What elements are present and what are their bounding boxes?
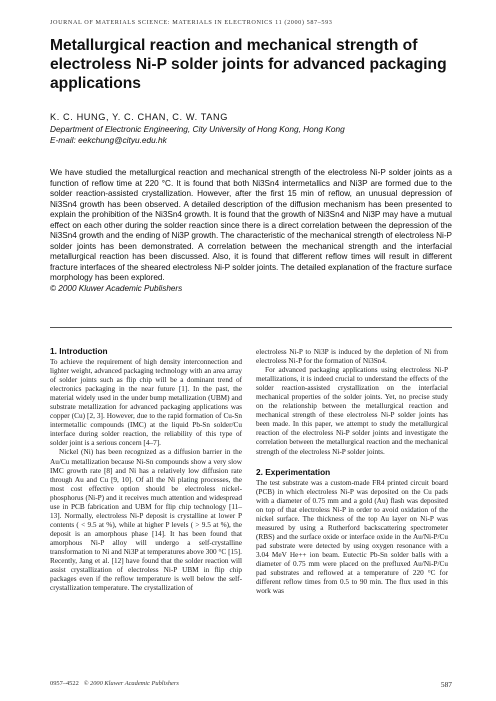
running-head: JOURNAL OF MATERIALS SCIENCE: MATERIALS IN ELECTRONICS 11 (2000) 587–593 xyxy=(50,19,333,26)
intro-paragraph-continued: electroless Ni-P to Ni3P is induced by the depletion of Ni from electroless Ni-P for the formation of Ni3Sn4. xyxy=(256,348,448,366)
section-heading-introduction: 1. Introduction xyxy=(50,346,108,356)
section-heading-experimentation: 2. Experimentation xyxy=(256,466,331,477)
page-number: 587 xyxy=(440,680,452,689)
abstract-text: We have studied the metallurgical reaction and mechanical strength of the electroless Ni-P solder joints as a function of reflow time at 220 °C. It is found that both Ni3Sn4 intermetallics and Ni3P are formed due to the solder reaction-assisted crystallization. However, after the first 15 min of reflow, an unusual depression of Ni3Sn4 growth has been observed. A detailed description of the diffusion mechanism has been presented to explain the prohibition of the Ni3Sn4 growth. It is found that the growth of Ni3Sn4 and Ni3P may have a mutual effect on each other during the solder reaction since there is a direct correlation between the depression of the Ni3Sn4 growth and the ending of Ni3P growth. The characteristic of the mechanical strength of electroless Ni-P solder joints has been demonstrated. A correlation between the mechanical strength and the interfacial metallurgical reaction has been discussed. Also, it is found that different reflow times will result in different fracture interfaces of the sheared electroless Ni-P solder joints. The detailed explanation of the fracture surface morphology has been explored. xyxy=(50,168,453,283)
intro-paragraph-1: To achieve the requirement of high density interconnection and lighter weight, advanced packaging technology with an area array of solder joints such as flip chip will be a dominant trend of electronics packaging in the near future [1]. In the past, the material widely used in the under bump metallization (UBM) and substrate metallization for advanced packaging applications was copper (Cu) [2, 3]. However, due to the rapid formation of Cu-Sn intermetallic compounds (IMC) at the liquid Pb-Sn solder/Cu interface during solder reaction, the reliability of this type of solder joint is a serious concern [4–7]. xyxy=(50,358,242,448)
footer-copyright: © 2000 Kluwer Academic Publishers xyxy=(83,680,179,687)
abstract xyxy=(50,168,452,295)
footer-issn xyxy=(50,680,179,687)
paper-page xyxy=(50,0,452,701)
article-title: Metallurgical reaction and mechanical strength of electroless Ni-P solder joints for advanced packaging applications xyxy=(50,37,447,92)
issn: 0957–4522 xyxy=(50,680,79,687)
left-column xyxy=(50,346,242,593)
intro-paragraph-3: For advanced packaging applications using electroless Ni-P metallizations, it is indeed crucial to understand the effects of the solder reaction-assisted crystallization on the interfacial mechanical properties of the solder joints. Yet, no precise study on the relationship between the metallurgical reaction and mechanical strength of these electroless Ni-P solder joints has been made. In this paper, we attempt to study the metallurgical reaction of the electroless Ni-P solder joints and investigate the correlation between the metallurgical reaction and the mechanical strength of the electroless Ni-P solder joints. xyxy=(256,366,448,456)
author-list: K. C. HUNG, Y. C. CHAN, C. W. TANG xyxy=(50,112,228,122)
experimentation-paragraph-1: The test substrate was a custom-made FR4 printed circuit board (PCB) in which electroless Ni-P was deposited on the Cu pads with a diameter of 0.75 mm and a gold (Au) flash was deposited on top of that electroless Ni-P in order to avoid oxidation of the nickel surface. The thickness of the top Au layer on Ni-P was measured by using a Rutherford backscattering spectrometer (RBS) and the surface oxide or interface oxide in the Au/Ni-P/Cu pad substrate were detected by using oxygen resonance with a 3.04 MeV He++ ion beam. Eutectic Pb-Sn solder balls with a diameter of 0.75 mm were placed on the prefluxed Au/Ni-P/Cu pad substrates and reflowed at a temperature of 220 °C for different reflow times from 0.5 to 90 min. The flux used in this work was xyxy=(256,478,448,596)
right-column xyxy=(256,348,448,596)
abstract-copyright: © 2000 Kluwer Academic Publishers xyxy=(50,284,183,294)
affiliation: Department of Electronic Engineering, City University of Hong Kong, Hong Kong xyxy=(50,124,345,134)
abstract-divider xyxy=(50,327,452,328)
intro-paragraph-2: Nickel (Ni) has been recognized as a diffusion barrier in the Au/Cu metallization because Ni-Sn compounds show a very slow IMC growth rate [8] and Ni has a relatively low diffusion rate through Au and Cu [9, 10]. Of all the Ni plating processes, the most cost effective option should be electroless nickel-phosphorus (Ni-P) and it receives much attention and widespread use in PCB fabrication and UBM for flip chip technology [11–13]. Normally, electroless Ni-P deposit is crystalline at lower P contents ( < 9.5 at %), while at higher P levels ( > 9.5 at %), the deposit is an amorphous phase [14]. It has been found that amorphous Ni-P alloy will undergo a self-crystalline transformation to Ni and Ni3P at temperatures above 300 °C [15]. Recently, Jang et al. [12] have found that the solder reaction will assist crystallization of electroless Ni-P UBM in flip chip packages even if the reflow temperature is well below the self-crystallization temperature. The crystallization of xyxy=(50,448,242,593)
author-email: E-mail: eekchung@cityu.edu.hk xyxy=(50,135,167,145)
